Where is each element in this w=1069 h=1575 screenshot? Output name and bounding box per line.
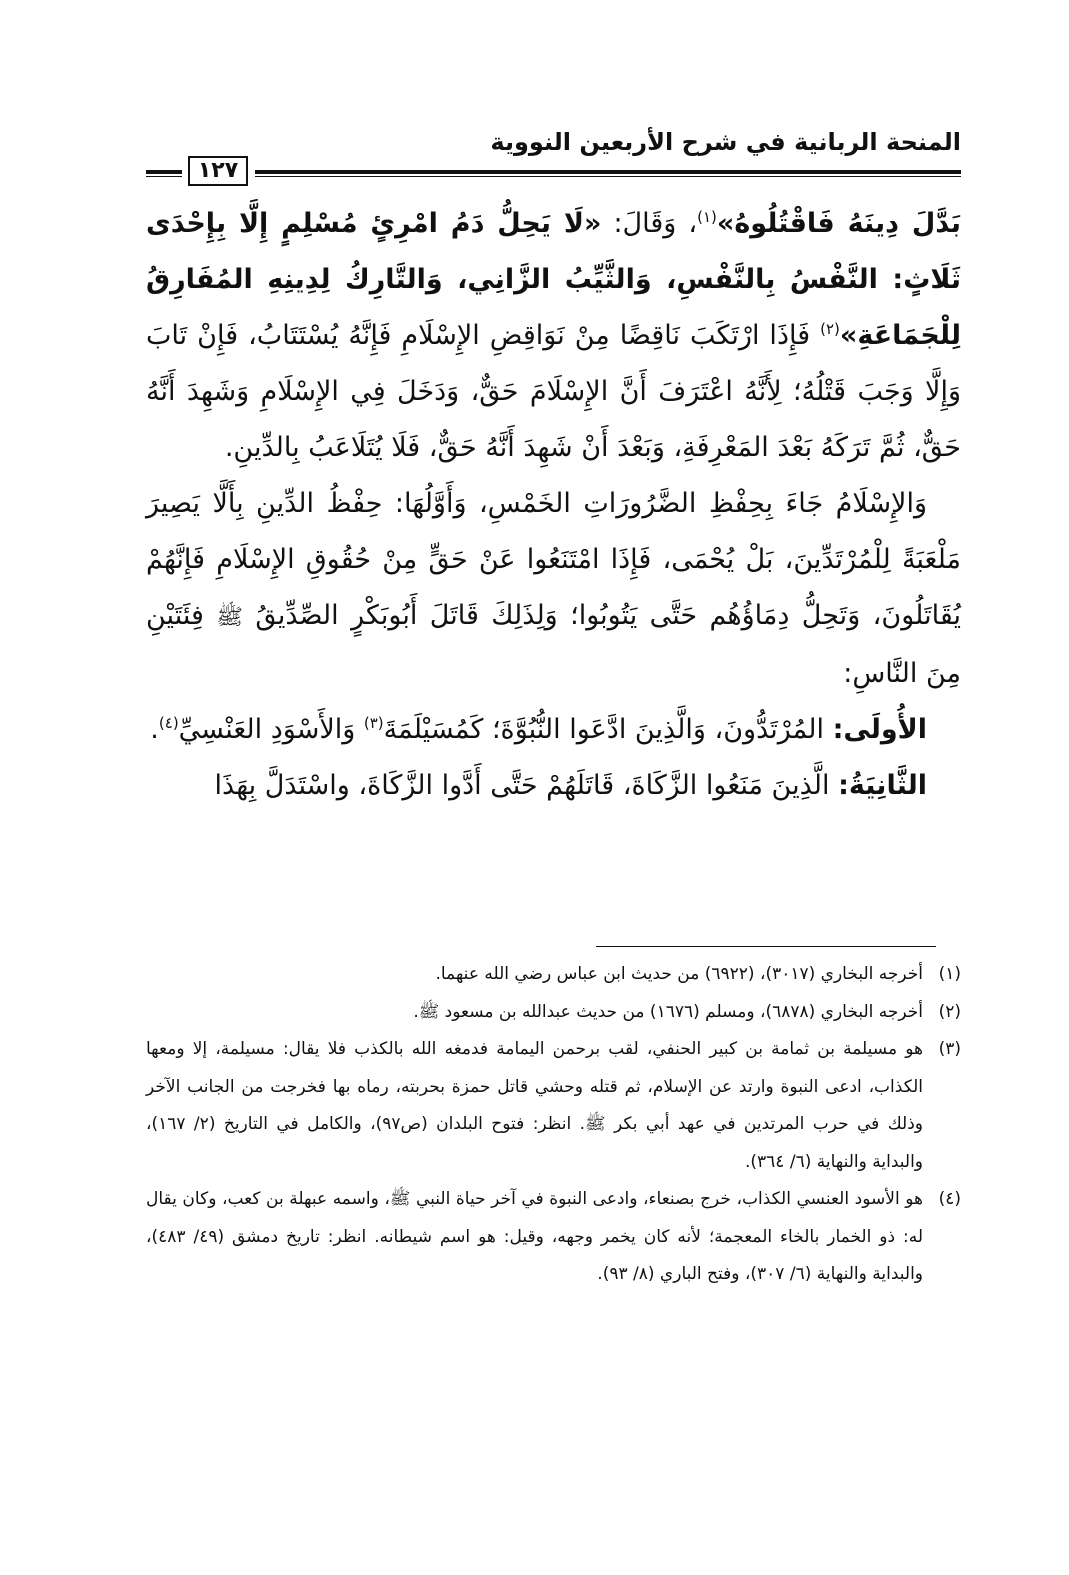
text-run: المُرْتَدُّونَ، وَالَّذِينَ ادَّعَوا النُّبُوَّةَ؛ كَمُسَيْلَمَةَ bbox=[383, 714, 833, 745]
footnote-ref[interactable]: (٤) bbox=[158, 714, 179, 732]
paragraph-4 bbox=[146, 758, 961, 814]
honorific-glyph: ﷺ bbox=[216, 605, 243, 630]
page-number: ١٢٧ bbox=[188, 156, 248, 186]
list-lead: الثَّانِيَةُ: bbox=[838, 770, 927, 801]
footnote-ref[interactable]: (١) bbox=[697, 208, 717, 226]
hadith-quote: «لَا يَحِلُّ دَمُ امْرِئٍ مُسْلِمٍ إِلَّا بِإِحْدَى ثَلَاثٍ: النَّفْسُ بِالنَّفْسِ، وَالثَّيِّبُ الزَّانِي، وَالتَّارِكُ لِدِينِهِ المُفَارِقُ لِلْجَمَاعَةِ» bbox=[146, 208, 961, 351]
text-run: فَإِذَا ارْتَكَبَ نَاقِضًا مِنْ نَوَاقِضِ الإِسْلَامِ فَإِنَّهُ يُسْتَتَابُ، فَإِنْ تَابَ وَإِلَّا وَجَبَ قَتْلُهُ؛ لِأَنَّهُ اعْتَرَفَ أَنَّ الإِسْلَامَ حَقٌّ، وَدَخَلَ فِي الإِسْلَامِ وَشَهِدَ أَنَّهُ حَقٌّ، ثُمَّ تَرَكَهُ بَعْدَ المَعْرِفَةِ، وَبَعْدَ أَنْ شَهِدَ أَنَّهُ حَقٌّ، فَلَا يُتَلَاعَبُ بِالدِّينِ. bbox=[146, 320, 961, 463]
running-title: المنحة الربانية في شرح الأربعين النووية bbox=[490, 128, 961, 156]
header-rule bbox=[255, 170, 961, 177]
footnote-item bbox=[146, 994, 961, 1032]
header-rule-short bbox=[146, 170, 182, 177]
text-run: وَالإِسْلَامُ جَاءَ بِحِفْظِ الضَّرُورَاتِ الخَمْسِ، وَأَوَّلُهَا: حِفْظُ الدِّينِ بِأَلَّا يَصِيرَ مَلْعَبَةً لِلْمُرْتَدِّينَ، بَلْ يُحْمَى، فَإِذَا امْتَنَعُوا عَنْ حَقٍّ مِنْ حُقُوقِ الإِسْلَامِ فَإِنَّهُمْ يُقَاتَلُونَ، وَتَحِلُّ دِمَاؤُهُم حَتَّى يَتُوبُوا؛ وَلِذَلِكَ قَاتَلَ أَبُوبَكْرٍ الصِّدِّيقُ bbox=[146, 488, 961, 631]
text-run: الَّذِينَ مَنَعُوا الزَّكَاةَ، قَاتَلَهُمْ حَتَّى أَدَّوا الزَّكَاةَ، واسْتَدَلَّ بِهَذَا bbox=[214, 770, 839, 801]
text-run: . bbox=[150, 714, 159, 745]
footnote-text: أخرجه البخاري (٦٨٧٨)، ومسلم (١٦٧٦) من حديث عبدالله بن مسعود ﷺ. bbox=[413, 1001, 923, 1022]
footnote-number: (٤) bbox=[938, 1189, 961, 1209]
footnote-number: (٢) bbox=[938, 1001, 961, 1022]
footnote-separator bbox=[596, 946, 936, 947]
footnote-ref[interactable]: (٣) bbox=[363, 714, 384, 732]
footnote-item bbox=[146, 956, 961, 994]
list-lead: الأُولَى: bbox=[832, 714, 927, 745]
footnote-number: (١) bbox=[938, 964, 961, 984]
hadith-quote: بَدَّلَ دِينَهُ فَاقْتُلُوهُ» bbox=[716, 208, 962, 239]
footnote-item bbox=[146, 1031, 961, 1181]
footnotes bbox=[146, 956, 961, 1294]
text-run: وَالأَسْوَدِ العَنْسِيِّ bbox=[178, 714, 364, 745]
paragraph-2 bbox=[146, 476, 961, 702]
footnote-text: أخرجه البخاري (٣٠١٧)، (٦٩٢٢) من حديث ابن عباس رضي الله عنهما. bbox=[435, 964, 923, 984]
paragraph-3 bbox=[146, 702, 961, 758]
footnote-ref[interactable]: (٢) bbox=[820, 320, 840, 338]
paragraph-1 bbox=[146, 196, 961, 476]
main-text bbox=[146, 196, 961, 814]
text-run: فِئَتَيْنِ مِنَ النَّاسِ: bbox=[146, 600, 961, 689]
footnote-number: (٣) bbox=[938, 1039, 961, 1059]
footnote-item bbox=[146, 1181, 961, 1294]
footnote-text: هو مسيلمة بن ثمامة بن كبير الحنفي، لقب برحمن اليمامة فدمغه الله بالكذب فلا يقال: مسيلمة، إلا ومعها الكذاب، ادعى النبوة وارتد عن الإسلام، ثم قتله وحشي قاتل حمزة بحربته، رماه بها فخرجت من الجانب الآخر وذلك في حرب المرتدين في عهد أبي بكر ﷺ. انظر: فتوح البلدان (ص٩٧)، والكامل في التاريخ (٢/ ١٦٧)، والبداية والنهاية (٦/ ٣٦٤). bbox=[146, 1039, 923, 1172]
text-run: ، وَقَالَ: bbox=[601, 208, 698, 239]
footnote-text: هو الأسود العنسي الكذاب، خرج بصنعاء، وادعى النبوة في آخر حياة النبي ﷺ، واسمه عبهلة بن كعب، وكان يقال له: ذو الخمار بالخاء المعجمة؛ لأنه كان يخمر وجهه، وقيل: هو اسم شيطانه. انظر: تاريخ دمشق (٤٩/ ٤٨٣)، والبداية والنهاية (٦/ ٣٠٧)، وفتح الباري (٨/ ٩٣). bbox=[146, 1189, 923, 1284]
